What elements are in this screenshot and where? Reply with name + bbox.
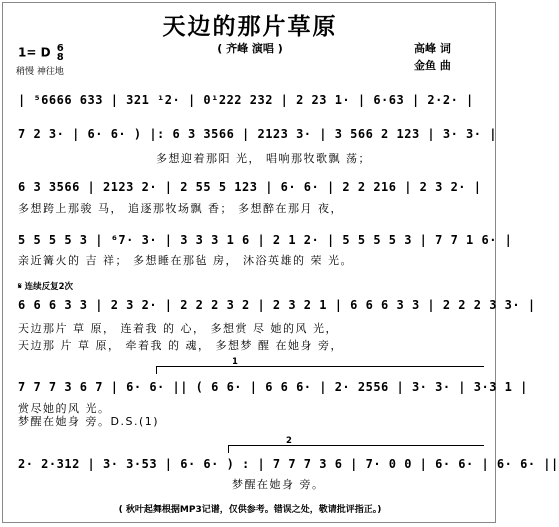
lyric-row-5b: 天边那 片 草 原， 牵着我 的 魂， 多想梦 醒 在她身 旁， bbox=[18, 339, 343, 352]
volta-1-hook bbox=[156, 366, 157, 374]
key-label: 1= D bbox=[18, 45, 51, 60]
time-signature-top: 6 bbox=[56, 43, 64, 54]
notation-row-5: 6 6 6 3 3 | 2 3 2· | 2 2 2 3 2 | 2 3 2 1 | 6 6 6 3 3 | 2 2 2 3 3· | bbox=[18, 298, 536, 312]
volta-2-hook bbox=[228, 445, 229, 453]
song-title: 天边的那片草原 bbox=[162, 14, 338, 40]
time-signature-bottom: 8 bbox=[56, 52, 64, 63]
lyricist-credit: 高峰 词 bbox=[414, 42, 451, 55]
lyric-row-4: 亲近篝火的 吉 祥； 多想睡在那毡 房， 沐浴英雄的 荣 光。 bbox=[18, 254, 353, 267]
repeat-instruction-text: 连续反复2次 bbox=[24, 282, 74, 292]
notation-row-7: 2· 2·312 | 3· 3·53 | 6· 6· ) : | 7 7 7 3 6 | 7· 0 0 | 6· 6· | 6· 6· || bbox=[18, 457, 559, 471]
singer-credit: ( 齐峰 演唱 ) bbox=[217, 42, 283, 55]
lyric-row-6a: 赏尽她的风 光。 bbox=[18, 402, 111, 415]
notation-row-1: | ⁵6666 633 | 321 ¹2· | 0¹222 232 | 2 23 1· | 6·63 | 2·2· | bbox=[18, 93, 474, 107]
notation-row-4: 5 5 5 5 3 | ⁶7· 3· | 3 3 3 1 6 | 2 1 2· | 5 5 5 5 3 | 7 7 1 6· | bbox=[18, 233, 513, 247]
lyric-row-3: 多想跨上那骏 马， 追逐那牧场飘 香； 多想醉在那月 夜， bbox=[18, 202, 343, 215]
footnote: ( 秋叶起舞根据MP3记谱，仅供参考。错误之处，敬请批评指正。) bbox=[118, 505, 382, 515]
lyric-row-2: 多想迎着那阳 光， 唱响那牧歌飘 荡； bbox=[156, 152, 371, 165]
lyric-row-6b: 梦醒在她身 旁。D.S.(1) bbox=[18, 415, 160, 428]
notation-row-3: 6 3 3566 | 2123 2· | 2 55 5 123 | 6· 6· | 2 2 216 | 2 3 2· | bbox=[18, 180, 482, 194]
volta-2-line bbox=[228, 445, 484, 446]
key-signature bbox=[18, 44, 64, 62]
composer-credit: 金鱼 曲 bbox=[414, 59, 451, 72]
lyric-row-7: 梦醒在她身 旁。 bbox=[232, 478, 325, 491]
volta-1-line bbox=[156, 366, 484, 367]
repeat-instruction: 𝄋 连续反复2次 bbox=[18, 282, 74, 292]
volta-2-label: 2 bbox=[286, 436, 292, 446]
time-signature bbox=[57, 44, 64, 62]
notation-row-6: 7 7 7 3 6 7 | 6· 6· || ( 6 6· | 6 6 6· | 2· 2556 | 3· 3· | 3·3 1 | bbox=[18, 380, 528, 394]
lyric-row-5a: 天边那片 草 原， 连着我 的 心， 多想赏 尽 她的风 光， bbox=[18, 322, 338, 335]
volta-1-label: 1 bbox=[232, 357, 238, 367]
notation-row-2: 7 2 3· | 6· 6· ) |: 6 3 3566 | 2123 3· | 3 566 2 123 | 3· 3· | bbox=[18, 127, 497, 141]
tempo-marking: 稍慢 神往地 bbox=[16, 67, 64, 77]
